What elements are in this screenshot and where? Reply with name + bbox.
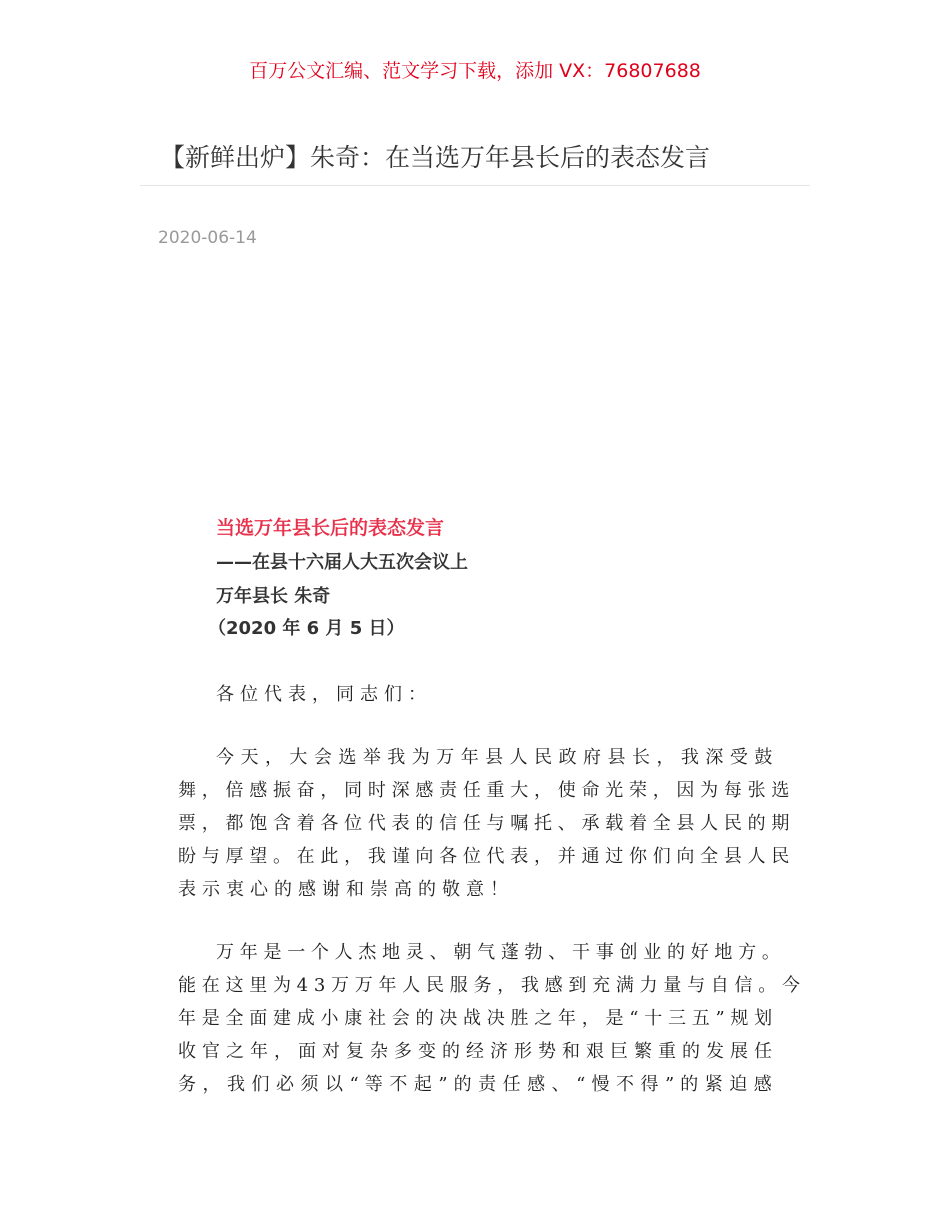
speech-subtitle: ——在县十六届人大五次会议上 — [216, 552, 468, 573]
paragraph-line: 能 在 这 里 为 4 3 万 万 年 人 民 服 务 ， 我 感 到 充 满 力 量 与 自 信 。 今 — [178, 975, 800, 996]
paragraph-line: 务 ， 我 们 必 须 以 “ 等 不 起 ” 的 责 任 感 、 “ 慢 不 得 ” 的 紧 迫 感 — [178, 1074, 772, 1095]
paragraph-line: 票 ， 都 饱 含 着 各 位 代 表 的 信 任 与 嘱 托 、 承 载 着 全 县 人 民 的 期 — [178, 813, 790, 834]
paragraph-line: 收 官 之 年 ， 面 对 复 杂 多 变 的 经 济 形 势 和 艰 巨 繁 重 的 发 展 任 — [178, 1041, 772, 1062]
publish-date: 2020-06-14 — [158, 228, 257, 248]
article-title: 【新鲜出炉】朱奇：在当选万年县长后的表态发言 — [160, 143, 711, 172]
greeting: 各位代表，同志们： — [216, 684, 432, 705]
speech-heading: 当选万年县长后的表态发言 — [216, 517, 445, 539]
paragraph-line: 年 是 全 面 建 成 小 康 社 会 的 决 战 决 胜 之 年 ， 是 “ 十 三 五 ” 规 划 — [178, 1008, 773, 1029]
speaker: 万年县长 朱奇 — [216, 586, 331, 607]
paragraph-line: 今 天 ， 大 会 选 举 我 为 万 年 县 人 民 政 府 县 长 ， 我 深 受 鼓 — [216, 747, 773, 768]
paragraph-line: 表示衷心的感谢和崇高的敬意！ — [178, 879, 514, 900]
paragraph-line: 万 年 是 一 个 人 杰 地 灵 、 朝 气 蓬 勃 、 干 事 创 业 的 好 地 方 。 — [216, 942, 780, 963]
title-divider — [140, 185, 810, 186]
promo-banner: 百万公文汇编、范文学习下载，添加 VX：76807688 — [249, 60, 701, 82]
paragraph-line: 舞 ， 倍 感 振 奋 ， 同 时 深 感 责 任 重 大 ， 使 命 光 荣 ， 因 为 每 张 选 — [178, 780, 790, 801]
speech-date: （2020 年 6 月 5 日） — [208, 618, 405, 639]
paragraph-line: 盼 与 厚 望 。 在 此 ， 我 谨 向 各 位 代 表 ， 并 通 过 你 们 向 全 县 人 民 — [178, 846, 790, 867]
